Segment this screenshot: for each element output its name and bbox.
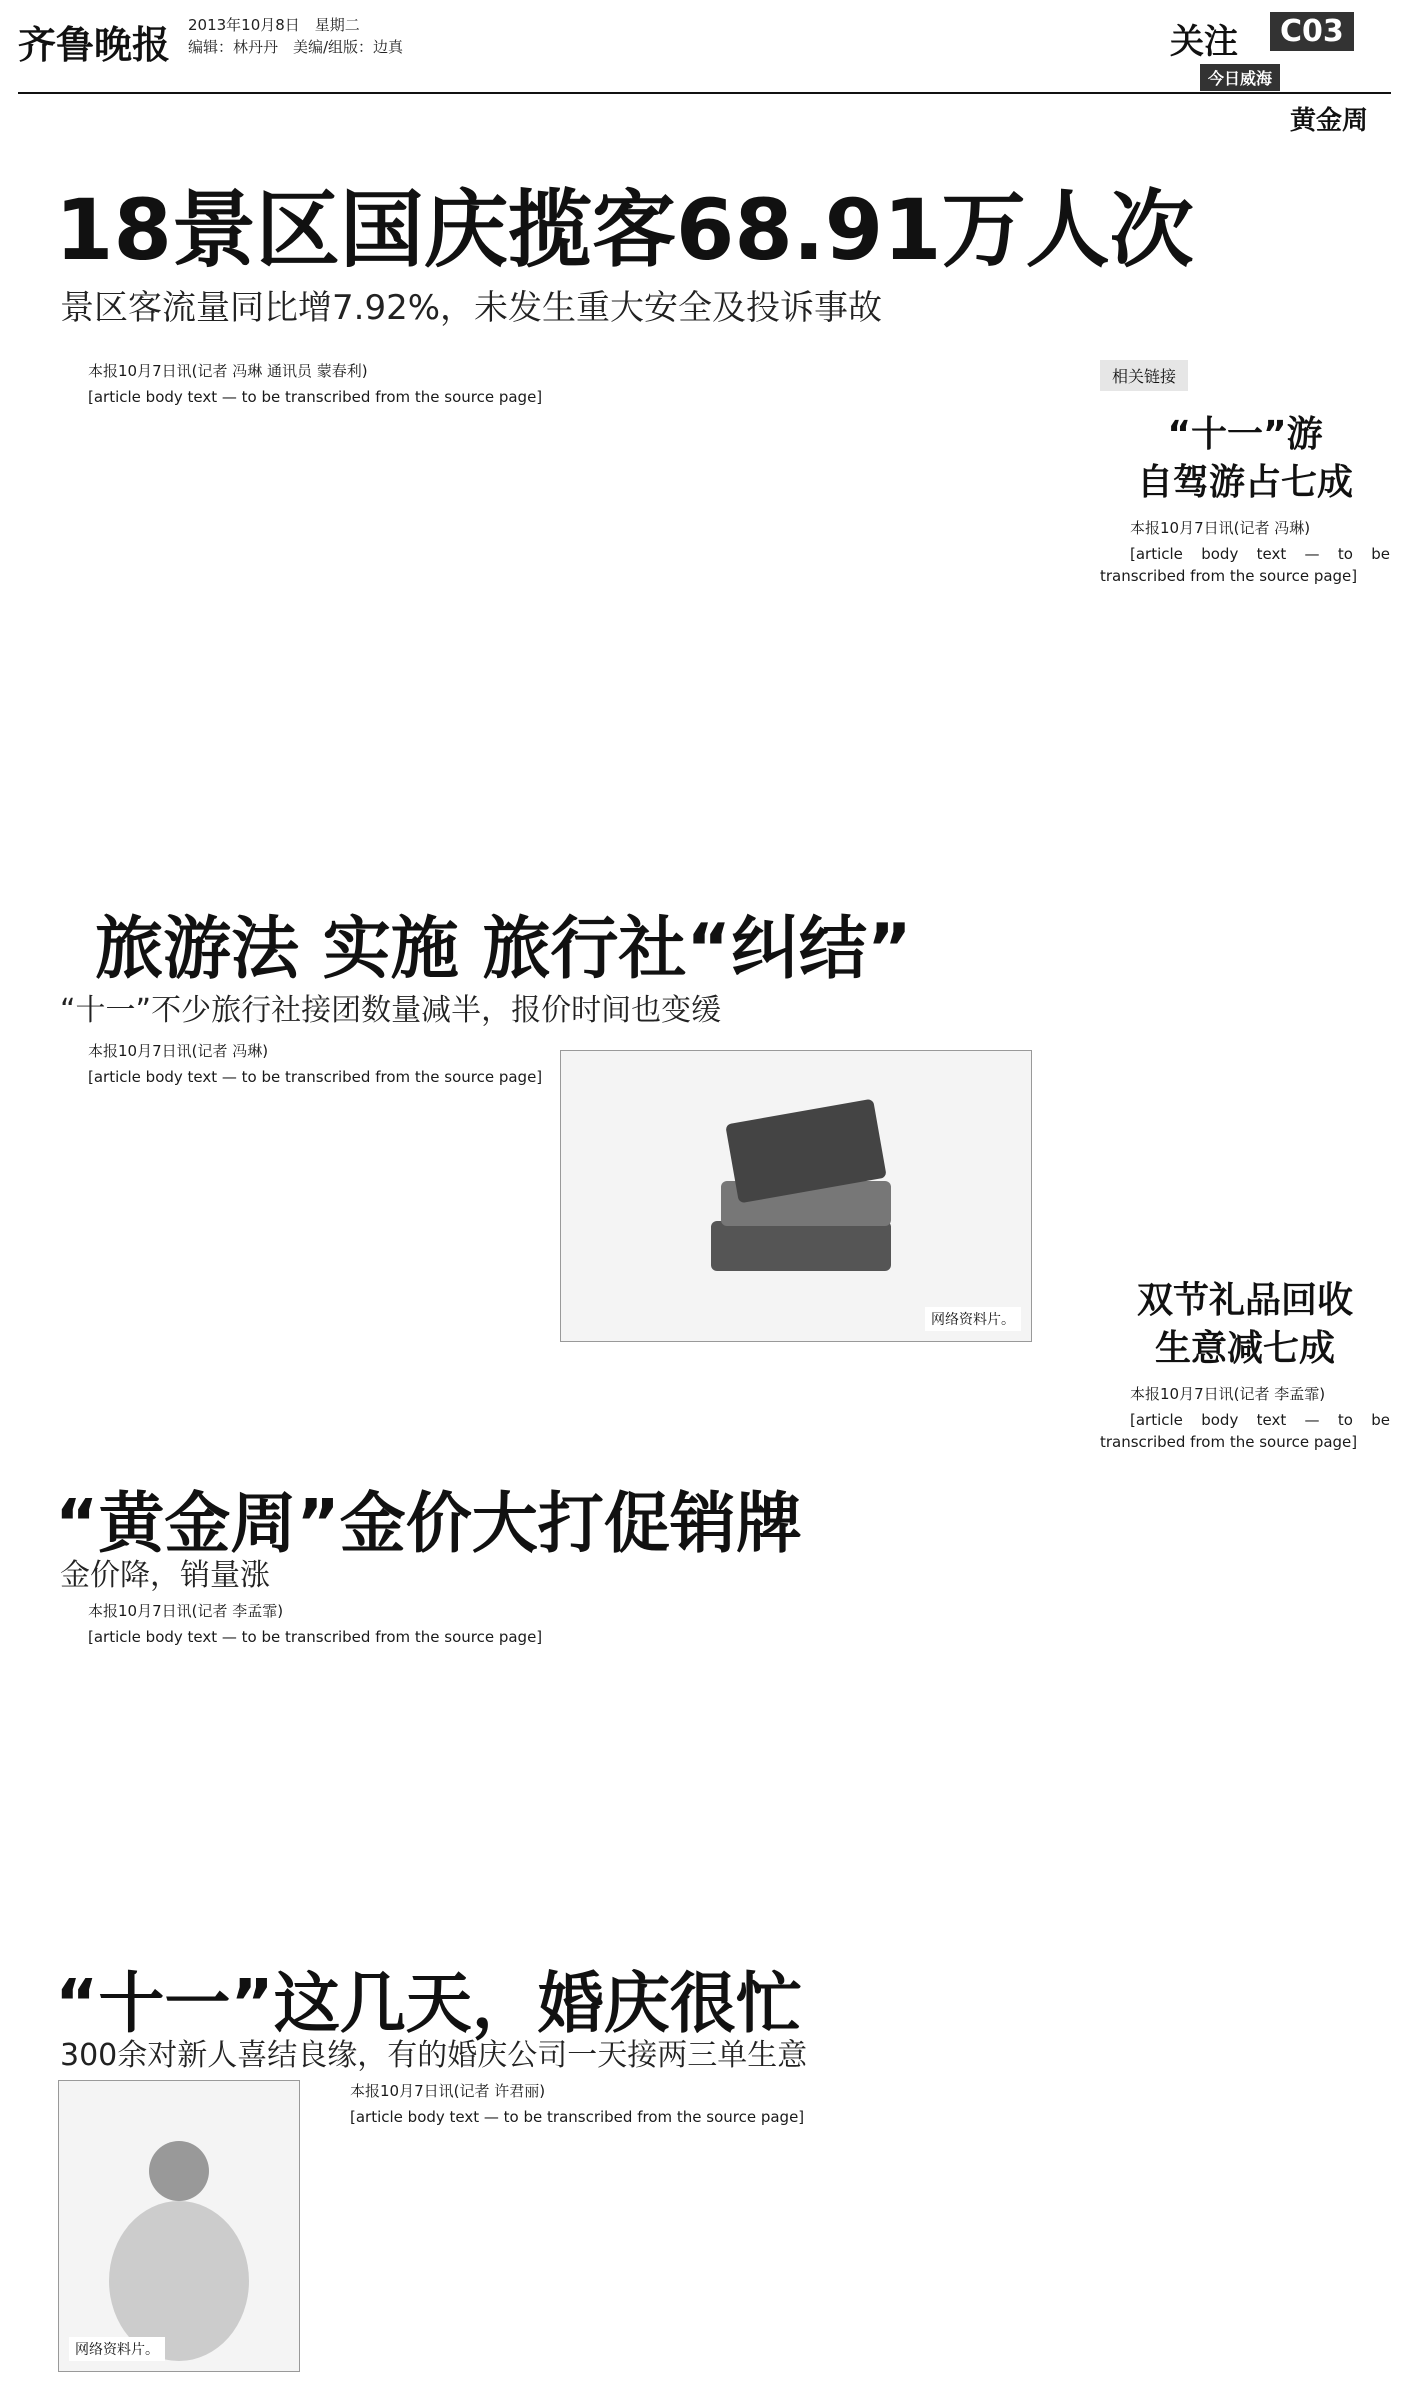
- article3-text: [article body text — to be transcribed from the source page]: [88, 1628, 543, 1646]
- sidebar-story1-text: [article body text — to be transcribed from the source page]: [1100, 545, 1390, 585]
- sidebar: [1100, 360, 1390, 2360]
- editors-credit: 编辑：林丹丹 美编/组版：边真: [188, 38, 404, 56]
- sidebar-story1-title-line1: “十一”游: [1167, 414, 1323, 455]
- section-label: 关注: [1170, 22, 1238, 62]
- article3-byline: 本报10月7日讯(记者 李孟霏): [88, 1602, 284, 1620]
- article2-image-books: [560, 1050, 1032, 1342]
- article3-body: [58, 1600, 1058, 1930]
- article2-image-caption: 网络资料片。: [925, 1307, 1021, 1331]
- edition-label: 今日威海: [1200, 64, 1280, 91]
- sidebar-story1-title-line2: 自驾游占七成: [1136, 462, 1353, 503]
- wedding-illustration: [59, 2081, 299, 2371]
- article1-deck: 景区客流量同比增7.92%，未发生重大安全及投诉事故: [60, 288, 883, 328]
- sidebar-story2-body: [1100, 1383, 1390, 2283]
- sidebar-story1-byline: 本报10月7日讯(记者 冯琳): [1130, 519, 1311, 537]
- article4-byline: 本报10月7日讯(记者 许君丽): [350, 2082, 546, 2100]
- article4-body: [320, 2080, 1060, 2370]
- article4-image-wedding: [58, 2080, 300, 2372]
- article3-headline: “黄金周”金价大打促销牌: [55, 1485, 802, 1562]
- article2-byline: 本报10月7日讯(记者 冯琳): [88, 1042, 269, 1060]
- column-label: 黄金周: [1290, 106, 1369, 136]
- article4-headline: “十一”这几天，婚庆很忙: [55, 1965, 802, 2042]
- books-illustration: [561, 1051, 1031, 1341]
- page-number: C03: [1270, 12, 1354, 51]
- sidebar-tag: 相关链接: [1100, 360, 1188, 391]
- article2-body-left: [58, 1040, 578, 1440]
- newspaper-logo: 齐鲁晚报: [18, 22, 171, 67]
- sidebar-story2-title-line2: 生意减七成: [1154, 1328, 1335, 1369]
- issue-date: 2013年10月8日 星期二: [188, 16, 360, 34]
- article2-headline: 旅游法 实施 旅行社“纠结”: [95, 910, 912, 989]
- article4-text: [article body text — to be transcribed from the source page]: [350, 2108, 805, 2126]
- article3-deck: 金价降，销量涨: [60, 1558, 270, 1593]
- masthead-rule: [18, 92, 1391, 94]
- sidebar-story2-text: [article body text — to be transcribed from the source page]: [1100, 1411, 1390, 1451]
- article1-byline: 本报10月7日讯(记者 冯琳 通讯员 蒙春利): [88, 362, 368, 380]
- sidebar-story1-body: [1100, 517, 1390, 1257]
- article4-image-caption: 网络资料片。: [69, 2337, 165, 2361]
- article1-headline: 18景区国庆揽客68.91万人次: [55, 181, 1194, 279]
- sidebar-story2-byline: 本报10月7日讯(记者 李孟霏): [1130, 1385, 1326, 1403]
- article2-deck: “十一”不少旅行社接团数量减半，报价时间也变缓: [60, 993, 722, 1028]
- article2-text: [article body text — to be transcribed from the source page]: [88, 1068, 543, 1086]
- article4-deck: 300余对新人喜结良缘，有的婚庆公司一天接两三单生意: [60, 2038, 808, 2073]
- article1-text: [article body text — to be transcribed from the source page]: [88, 388, 543, 406]
- sidebar-story2-title-line1: 双节礼品回收: [1136, 1280, 1353, 1321]
- article1-body: [58, 360, 1058, 840]
